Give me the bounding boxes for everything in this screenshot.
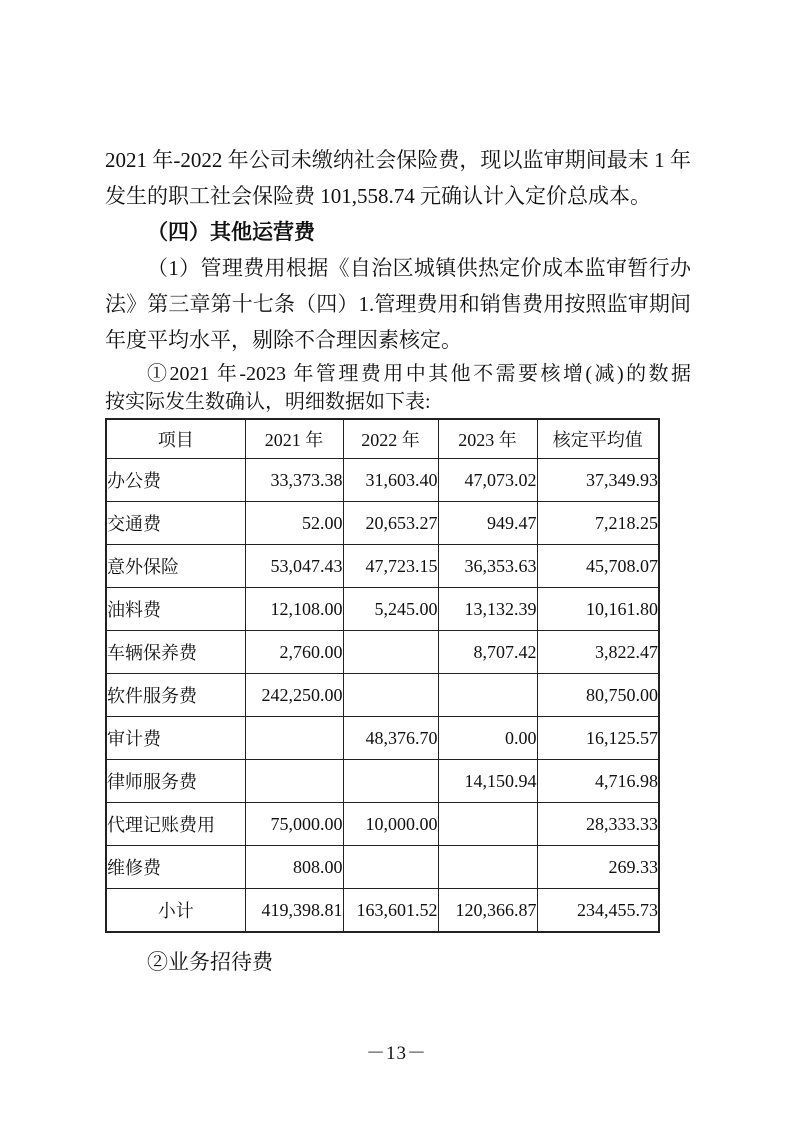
cell-value: 234,455.73	[537, 889, 659, 933]
column-header: 2022 年	[343, 419, 438, 459]
cell-value: 28,333.33	[537, 803, 659, 846]
cell-value: 31,603.40	[343, 459, 438, 502]
cell-value: 7,218.25	[537, 502, 659, 545]
row-label: 办公费	[106, 459, 245, 502]
cell-value: 20,653.27	[343, 502, 438, 545]
cell-value: 47,723.15	[343, 545, 438, 588]
cell-value: 13,132.39	[438, 588, 537, 631]
cell-value: 75,000.00	[245, 803, 343, 846]
cell-value	[438, 846, 537, 889]
table-row	[106, 889, 659, 933]
cell-value: 949.47	[438, 502, 537, 545]
row-label: 交通费	[106, 502, 245, 545]
cell-value: 2,760.00	[245, 631, 343, 674]
paragraph-container	[105, 142, 691, 416]
table-row	[106, 803, 659, 846]
body-paragraph	[105, 250, 691, 358]
cell-value	[438, 803, 537, 846]
row-label: 审计费	[106, 717, 245, 760]
cell-value: 419,398.81	[245, 889, 343, 933]
cell-value: 36,353.63	[438, 545, 537, 588]
table-row	[106, 760, 659, 803]
column-header: 2023 年	[438, 419, 537, 459]
cell-value	[343, 760, 438, 803]
cell-value: 52.00	[245, 502, 343, 545]
row-label: 油料费	[106, 588, 245, 631]
table-body	[106, 459, 659, 933]
text-line: ①2021 年-2023 年管理费用中其他不需要核增(减)的数据	[147, 363, 691, 385]
cell-value: 0.00	[438, 717, 537, 760]
cell-value: 80,750.00	[537, 674, 659, 717]
cell-value: 269.33	[537, 846, 659, 889]
cell-value: 47,073.02	[438, 459, 537, 502]
cell-value: 48,376.70	[343, 717, 438, 760]
text-line: （1）管理费用根据《自治区城镇供热定价成本监审暂行办	[147, 256, 691, 280]
row-label: 律师服务费	[106, 760, 245, 803]
cell-value: 163,601.52	[343, 889, 438, 933]
row-label: 软件服务费	[106, 674, 245, 717]
cell-value: 242,250.00	[245, 674, 343, 717]
cell-value: 3,822.47	[537, 631, 659, 674]
table-row	[106, 502, 659, 545]
cell-value	[245, 760, 343, 803]
expense-table	[105, 418, 660, 933]
row-label: 维修费	[106, 846, 245, 889]
text-line: 按实际发生数确认，明细数据如下表:	[105, 391, 431, 413]
cell-value: 14,150.94	[438, 760, 537, 803]
cell-value: 37,349.93	[537, 459, 659, 502]
text-line: 年度平均水平，剔除不合理因素核定。	[105, 328, 462, 352]
row-label: 小计	[106, 889, 245, 933]
table-row	[106, 459, 659, 502]
cell-value: 33,373.38	[245, 459, 343, 502]
column-header: 项目	[106, 419, 245, 459]
body-paragraph	[105, 360, 691, 416]
text-line: 2021 年-2022 年公司未缴纳社会保险费，现以监审期间最末 1 年	[105, 148, 691, 172]
cell-value: 5,245.00	[343, 588, 438, 631]
section-heading-line: （四）其他运营费	[147, 220, 315, 244]
cell-value: 45,708.07	[537, 545, 659, 588]
cell-value: 120,366.87	[438, 889, 537, 933]
page-number: －13－	[365, 1043, 427, 1064]
business-entertainment-line: ②业务招待费	[147, 950, 273, 974]
cell-value: 8,707.42	[438, 631, 537, 674]
cell-value	[245, 717, 343, 760]
cell-value: 12,108.00	[245, 588, 343, 631]
row-label: 代理记账费用	[106, 803, 245, 846]
cell-value: 4,716.98	[537, 760, 659, 803]
table-header-row	[106, 419, 659, 459]
cell-value: 16,125.57	[537, 717, 659, 760]
column-header: 2021 年	[245, 419, 343, 459]
row-label: 意外保险	[106, 545, 245, 588]
table-row	[106, 674, 659, 717]
table-row	[106, 717, 659, 760]
cell-value: 10,000.00	[343, 803, 438, 846]
body-paragraph	[105, 142, 691, 214]
row-label: 车辆保养费	[106, 631, 245, 674]
table-row	[106, 846, 659, 889]
cell-value	[438, 674, 537, 717]
cell-value	[343, 631, 438, 674]
table-row	[106, 545, 659, 588]
table-row	[106, 631, 659, 674]
cell-value: 53,047.43	[245, 545, 343, 588]
cell-value	[343, 674, 438, 717]
page-body	[105, 142, 691, 978]
table-row	[106, 588, 659, 631]
column-header: 核定平均值	[537, 419, 659, 459]
cell-value	[343, 846, 438, 889]
text-line: 发生的职工社会保险费 101,558.74 元确认计入定价总成本。	[105, 184, 651, 208]
section-heading	[105, 214, 691, 250]
text-line: 法》第三章第十七条（四）1.管理费用和销售费用按照监审期间	[105, 292, 691, 316]
table-header	[106, 419, 659, 459]
cell-value: 808.00	[245, 846, 343, 889]
cell-value: 10,161.80	[537, 588, 659, 631]
